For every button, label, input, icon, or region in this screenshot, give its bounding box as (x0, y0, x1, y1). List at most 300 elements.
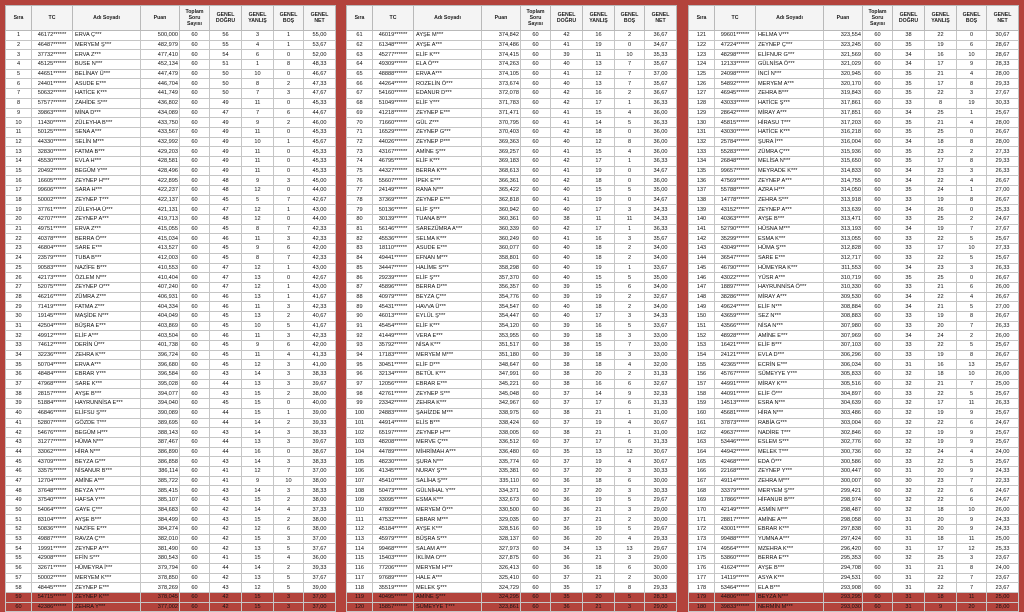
cell-correct: 33 (893, 321, 925, 331)
cell-name: MİRAY A*** (756, 108, 824, 118)
cell-name: ELİF Ö*** (756, 389, 824, 399)
cell-wrong: 13 (583, 60, 615, 70)
column-header-name: Adı Soyadı (73, 6, 141, 31)
cell-wrong: 19 (583, 418, 615, 428)
table-row (689, 224, 1019, 234)
cell-name: EFİN S*** (73, 554, 141, 564)
cell-wrong: 18 (925, 505, 957, 515)
cell-total-questions: 60 (863, 108, 893, 118)
cell-wrong: 22 (925, 89, 957, 99)
cell-correct: 36 (551, 554, 583, 564)
cell-name: ZEYNEP A*** (73, 544, 141, 554)
cell-blank: 0 (615, 127, 645, 137)
table-row (347, 370, 677, 380)
cell-rank: 27 (6, 282, 32, 292)
cell-correct: 35 (893, 89, 925, 99)
cell-score: 310,719 (824, 273, 863, 283)
cell-name: BEYZA Y*** (73, 486, 141, 496)
cell-rank: 132 (689, 137, 715, 147)
table-row (689, 389, 1019, 399)
cell-rank: 49 (6, 496, 32, 506)
cell-name: SAREZÜMRA A*** (414, 224, 482, 234)
table-row (689, 496, 1019, 506)
cell-tc: 24098****** (715, 69, 756, 79)
cell-blank: 0 (957, 273, 987, 283)
cell-total-questions: 60 (180, 273, 210, 283)
cell-rank: 82 (347, 234, 373, 244)
table-header-row (347, 6, 677, 31)
cell-score: 298,974 (824, 496, 863, 506)
cell-wrong: 9 (242, 244, 274, 254)
table-row (6, 302, 336, 312)
cell-rank: 14 (6, 156, 32, 166)
table-row (6, 166, 336, 176)
cell-total-questions: 60 (863, 544, 893, 554)
table-row (689, 156, 1019, 166)
cell-name: GÜLNİSA Ö*** (756, 60, 824, 70)
table-row (347, 244, 677, 254)
cell-correct: 38 (551, 370, 583, 380)
cell-name: BERRA E*** (756, 554, 824, 564)
cell-tc: 50002****** (32, 195, 73, 205)
table-row (6, 544, 336, 554)
cell-tc: 46216****** (32, 292, 73, 302)
cell-total-questions: 60 (180, 563, 210, 573)
cell-score: 385,415 (141, 486, 180, 496)
cell-score: 309,530 (824, 292, 863, 302)
cell-net: 41,00 (304, 360, 336, 370)
cell-correct: 48 (210, 176, 242, 186)
cell-name: MİNA D*** (73, 108, 141, 118)
cell-blank: 7 (274, 253, 304, 263)
cell-rank: 149 (689, 302, 715, 312)
cell-tc: 54715****** (32, 592, 73, 602)
cell-total-questions: 60 (521, 525, 551, 535)
cell-total-questions: 60 (521, 244, 551, 254)
cell-tc: 47809****** (373, 505, 414, 515)
cell-tc: 99601****** (715, 31, 756, 41)
cell-net: 26,67 (987, 350, 1019, 360)
cell-total-questions: 60 (180, 515, 210, 525)
cell-wrong: 13 (242, 544, 274, 554)
cell-rank: 20 (6, 215, 32, 225)
cell-total-questions: 60 (180, 282, 210, 292)
cell-blank: 7 (957, 321, 987, 331)
cell-blank: 19 (957, 98, 987, 108)
cell-net: 36,00 (645, 176, 677, 186)
cell-blank: 1 (274, 205, 304, 215)
table-row (347, 583, 677, 593)
cell-score: 302,846 (824, 428, 863, 438)
table-row (6, 370, 336, 380)
cell-wrong: 21 (925, 379, 957, 389)
cell-correct: 43 (210, 389, 242, 399)
cell-score: 310,330 (824, 282, 863, 292)
cell-net: 36,00 (645, 147, 677, 157)
cell-rank: 122 (689, 40, 715, 50)
cell-name: BÜŞRA S*** (414, 534, 482, 544)
cell-correct: 33 (893, 234, 925, 244)
cell-name: EDA Ö*** (756, 457, 824, 467)
cell-tc: 37761****** (32, 205, 73, 215)
cell-rank: 130 (689, 118, 715, 128)
cell-name: ESMA K*** (414, 496, 482, 506)
cell-tc: 31277****** (32, 437, 73, 447)
cell-blank: 5 (615, 592, 645, 602)
cell-total-questions: 60 (863, 311, 893, 321)
cell-total-questions: 60 (863, 457, 893, 467)
cell-total-questions: 60 (180, 311, 210, 321)
cell-tc: 48230****** (373, 457, 414, 467)
cell-total-questions: 60 (521, 457, 551, 467)
cell-tc: 48208****** (373, 437, 414, 447)
cell-tc: 45530****** (32, 156, 73, 166)
table-row (347, 79, 677, 89)
table-row (689, 583, 1019, 593)
cell-net: 28,00 (987, 118, 1019, 128)
cell-blank: 10 (957, 50, 987, 60)
cell-wrong: 22 (925, 292, 957, 302)
cell-rank: 91 (347, 321, 373, 331)
cell-rank: 45 (6, 457, 32, 467)
cell-name: AYŞE B*** (756, 563, 824, 573)
cell-score: 353,955 (482, 331, 521, 341)
cell-blank: 4 (615, 360, 645, 370)
cell-rank: 158 (689, 389, 715, 399)
cell-wrong: 16 (925, 50, 957, 60)
cell-tc: 45536****** (373, 234, 414, 244)
cell-correct: 31 (893, 573, 925, 583)
cell-total-questions: 60 (863, 273, 893, 283)
cell-blank: 5 (957, 457, 987, 467)
cell-name: ZEYNEP A*** (73, 215, 141, 225)
cell-correct: 32 (893, 486, 925, 496)
cell-tc: 46172****** (32, 31, 73, 41)
cell-blank: 9 (957, 437, 987, 447)
cell-score: 297,838 (824, 525, 863, 535)
cell-tc: 45184****** (373, 525, 414, 535)
cell-net: 45,33 (304, 156, 336, 166)
cell-net: 25,00 (987, 534, 1019, 544)
cell-wrong: 20 (583, 486, 615, 496)
cell-total-questions: 60 (180, 583, 210, 593)
cell-correct: 45 (210, 360, 242, 370)
table-row (347, 428, 677, 438)
cell-wrong: 8 (242, 224, 274, 234)
cell-tc: 97689****** (373, 573, 414, 583)
table-row (6, 147, 336, 157)
cell-wrong: 17 (583, 98, 615, 108)
cell-net: 23,67 (987, 554, 1019, 564)
cell-wrong: 9 (242, 476, 274, 486)
cell-correct: 39 (551, 50, 583, 60)
cell-wrong: 19 (925, 437, 957, 447)
cell-wrong: 9 (242, 118, 274, 128)
cell-rank: 127 (689, 89, 715, 99)
cell-name: HAFSA Y*** (73, 496, 141, 506)
table-row (689, 302, 1019, 312)
cell-net: 37,00 (304, 466, 336, 476)
cell-wrong: 11 (242, 234, 274, 244)
cell-wrong: 18 (583, 176, 615, 186)
cell-rank: 103 (347, 437, 373, 447)
cell-rank: 73 (347, 147, 373, 157)
cell-net: 36,00 (645, 108, 677, 118)
cell-net: 34,00 (645, 282, 677, 292)
table-row (6, 127, 336, 137)
cell-tc: 19991****** (32, 544, 73, 554)
cell-blank: 5 (957, 234, 987, 244)
cell-tc: 14513****** (715, 399, 756, 409)
cell-blank: 5 (615, 525, 645, 535)
cell-total-questions: 60 (863, 69, 893, 79)
cell-correct: 31 (893, 360, 925, 370)
cell-rank: 72 (347, 137, 373, 147)
cell-correct: 31 (893, 515, 925, 525)
cell-score: 428,581 (141, 156, 180, 166)
cell-tc: 41218****** (373, 108, 414, 118)
cell-blank: 0 (274, 127, 304, 137)
cell-name: ASMİN M*** (756, 505, 824, 515)
cell-total-questions: 60 (521, 176, 551, 186)
cell-rank: 166 (689, 466, 715, 476)
cell-rank: 54 (6, 544, 32, 554)
cell-name: HÜMEYRA İ*** (73, 563, 141, 573)
cell-wrong: 18 (583, 360, 615, 370)
table-row (689, 505, 1019, 515)
cell-correct: 32 (893, 408, 925, 418)
cell-total-questions: 60 (521, 224, 551, 234)
cell-name: HAYRUNNİSA Ö*** (756, 282, 824, 292)
cell-correct: 42 (210, 573, 242, 583)
cell-name: SÜMEYYE Y*** (756, 370, 824, 380)
cell-total-questions: 60 (180, 370, 210, 380)
table-row (6, 311, 336, 321)
cell-tc: 56146****** (373, 224, 414, 234)
cell-name: YUMNA A*** (756, 534, 824, 544)
cell-name: GÖZDE T*** (73, 418, 141, 428)
cell-score: 396,724 (141, 350, 180, 360)
cell-correct: 47 (210, 108, 242, 118)
cell-score: 415,034 (141, 234, 180, 244)
cell-rank: 29 (6, 302, 32, 312)
cell-tc: 44330****** (32, 137, 73, 147)
cell-net: 34,00 (645, 253, 677, 263)
cell-wrong: 16 (583, 234, 615, 244)
cell-name: YÜSR A*** (756, 273, 824, 283)
cell-rank: 71 (347, 127, 373, 137)
cell-score: 371,471 (482, 108, 521, 118)
cell-net: 48,33 (304, 60, 336, 70)
cell-wrong: 17 (925, 156, 957, 166)
cell-name: ZÜLEYHA Ü*** (73, 205, 141, 215)
cell-score: 312,717 (824, 253, 863, 263)
cell-rank: 151 (689, 321, 715, 331)
cell-total-questions: 60 (863, 302, 893, 312)
cell-blank: 8 (615, 583, 645, 593)
cell-total-questions: 60 (863, 447, 893, 457)
cell-wrong: 20 (583, 466, 615, 476)
cell-score: 336,480 (482, 447, 521, 457)
cell-blank: 3 (957, 89, 987, 99)
cell-total-questions: 60 (180, 389, 210, 399)
cell-blank: 2 (274, 118, 304, 128)
cell-total-questions: 60 (180, 602, 210, 612)
cell-net: 26,67 (987, 273, 1019, 283)
cell-correct: 34 (893, 292, 925, 302)
cell-score: 298,058 (824, 515, 863, 525)
table-row (347, 108, 677, 118)
cell-correct: 48 (210, 215, 242, 225)
cell-net: 30,67 (987, 31, 1019, 41)
cell-blank: 5 (274, 544, 304, 554)
cell-rank: 81 (347, 224, 373, 234)
cell-blank: 4 (957, 176, 987, 186)
cell-blank: 0 (274, 186, 304, 196)
cell-total-questions: 60 (863, 476, 893, 486)
cell-wrong: 15 (583, 186, 615, 196)
table-row (347, 89, 677, 99)
cell-wrong: 13 (583, 544, 615, 554)
cell-tc: 39863****** (32, 108, 73, 118)
cell-wrong: 12 (242, 282, 274, 292)
cell-name: AYŞE B*** (756, 215, 824, 225)
cell-wrong: 7 (242, 108, 274, 118)
cell-tc: 42468****** (715, 457, 756, 467)
cell-wrong: 19 (925, 428, 957, 438)
table-row (347, 321, 677, 331)
cell-tc: 47968****** (32, 379, 73, 389)
cell-tc: 54676****** (32, 428, 73, 438)
cell-net: 31,33 (645, 370, 677, 380)
cell-blank: 2 (615, 573, 645, 583)
cell-name: BUSE N*** (73, 60, 141, 70)
table-row (347, 573, 677, 583)
cell-net: 39,67 (304, 379, 336, 389)
cell-name: SARE E*** (756, 253, 824, 263)
cell-correct: 40 (551, 137, 583, 147)
cell-net: 38,00 (304, 476, 336, 486)
cell-net: 29,33 (645, 534, 677, 544)
cell-rank: 117 (347, 573, 373, 583)
cell-total-questions: 60 (180, 534, 210, 544)
cell-total-questions: 60 (863, 554, 893, 564)
cell-rank: 111 (347, 515, 373, 525)
cell-score: 386,114 (141, 466, 180, 476)
cell-blank: 5 (615, 496, 645, 506)
cell-wrong: 20 (925, 525, 957, 535)
cell-name: MERVE Ç*** (414, 437, 482, 447)
cell-wrong: 19 (925, 224, 957, 234)
cell-score: 293,908 (824, 583, 863, 593)
cell-tc: 33379****** (715, 486, 756, 496)
cell-name: NİSANUR B*** (73, 466, 141, 476)
table-row (347, 486, 677, 496)
cell-tc: 37732****** (32, 50, 73, 60)
cell-tc: 83104****** (32, 515, 73, 525)
cell-correct: 45 (210, 341, 242, 351)
cell-score: 366,361 (482, 176, 521, 186)
cell-wrong: 5 (242, 195, 274, 205)
cell-blank: 3 (615, 350, 645, 360)
cell-score: 482,979 (141, 40, 180, 50)
cell-score: 303,004 (824, 418, 863, 428)
cell-correct: 42 (551, 89, 583, 99)
cell-total-questions: 60 (521, 592, 551, 602)
cell-tc: 46019****** (373, 31, 414, 41)
cell-total-questions: 60 (863, 118, 893, 128)
cell-score: 368,613 (482, 166, 521, 176)
cell-wrong: 18 (583, 244, 615, 254)
cell-net: 42,00 (304, 244, 336, 254)
table-row (6, 31, 336, 41)
cell-tc: 12056****** (373, 379, 414, 389)
cell-net: 38,00 (304, 525, 336, 535)
cell-name: TUBA B*** (73, 253, 141, 263)
table-row (689, 360, 1019, 370)
cell-net: 30,00 (645, 515, 677, 525)
cell-wrong: 17 (583, 399, 615, 409)
cell-name: ZEHRA K*** (414, 399, 482, 409)
cell-tc: 44264****** (373, 79, 414, 89)
cell-tc: 16421****** (715, 341, 756, 351)
cell-score: 334,371 (482, 486, 521, 496)
cell-blank: 6 (957, 40, 987, 50)
cell-rank: 154 (689, 350, 715, 360)
table-row (6, 60, 336, 70)
cell-total-questions: 60 (863, 50, 893, 60)
cell-tc: 52075****** (32, 282, 73, 292)
cell-wrong: 25 (925, 127, 957, 137)
column-header-blank: GENEL BOŞ (615, 6, 645, 31)
cell-net: 35,67 (645, 234, 677, 244)
cell-net: 35,67 (645, 79, 677, 89)
cell-rank: 31 (6, 321, 32, 331)
cell-rank: 112 (347, 525, 373, 535)
cell-score: 327,973 (482, 544, 521, 554)
cell-wrong: 24 (925, 331, 957, 341)
cell-net: 30,67 (645, 447, 677, 457)
cell-tc: 37540****** (32, 496, 73, 506)
cell-score: 401,738 (141, 341, 180, 351)
cell-wrong: 14 (242, 486, 274, 496)
cell-name: ERVA Z*** (73, 50, 141, 60)
cell-correct: 47 (210, 282, 242, 292)
table-row (6, 563, 336, 573)
cell-net: 27,33 (987, 147, 1019, 157)
cell-rank: 178 (689, 583, 715, 593)
cell-name: ZAHİDE S*** (73, 98, 141, 108)
cell-name: ZEHRA S*** (756, 195, 824, 205)
cell-wrong: 15 (242, 602, 274, 612)
cell-name: BERRA D*** (414, 282, 482, 292)
cell-blank: 7 (274, 466, 304, 476)
cell-correct: 45 (210, 195, 242, 205)
table-row (6, 534, 336, 544)
cell-blank: 3 (274, 234, 304, 244)
cell-blank: 1 (274, 408, 304, 418)
cell-blank: 5 (957, 302, 987, 312)
cell-blank: 8 (957, 563, 987, 573)
cell-rank: 119 (347, 592, 373, 602)
cell-score: 365,422 (482, 186, 521, 196)
cell-rank: 24 (6, 253, 32, 263)
table-row (689, 176, 1019, 186)
cell-tc: 71419****** (32, 302, 73, 312)
cell-correct: 32 (893, 370, 925, 380)
cell-name: BELİNAY Ü*** (73, 69, 141, 79)
cell-correct: 41 (210, 554, 242, 564)
